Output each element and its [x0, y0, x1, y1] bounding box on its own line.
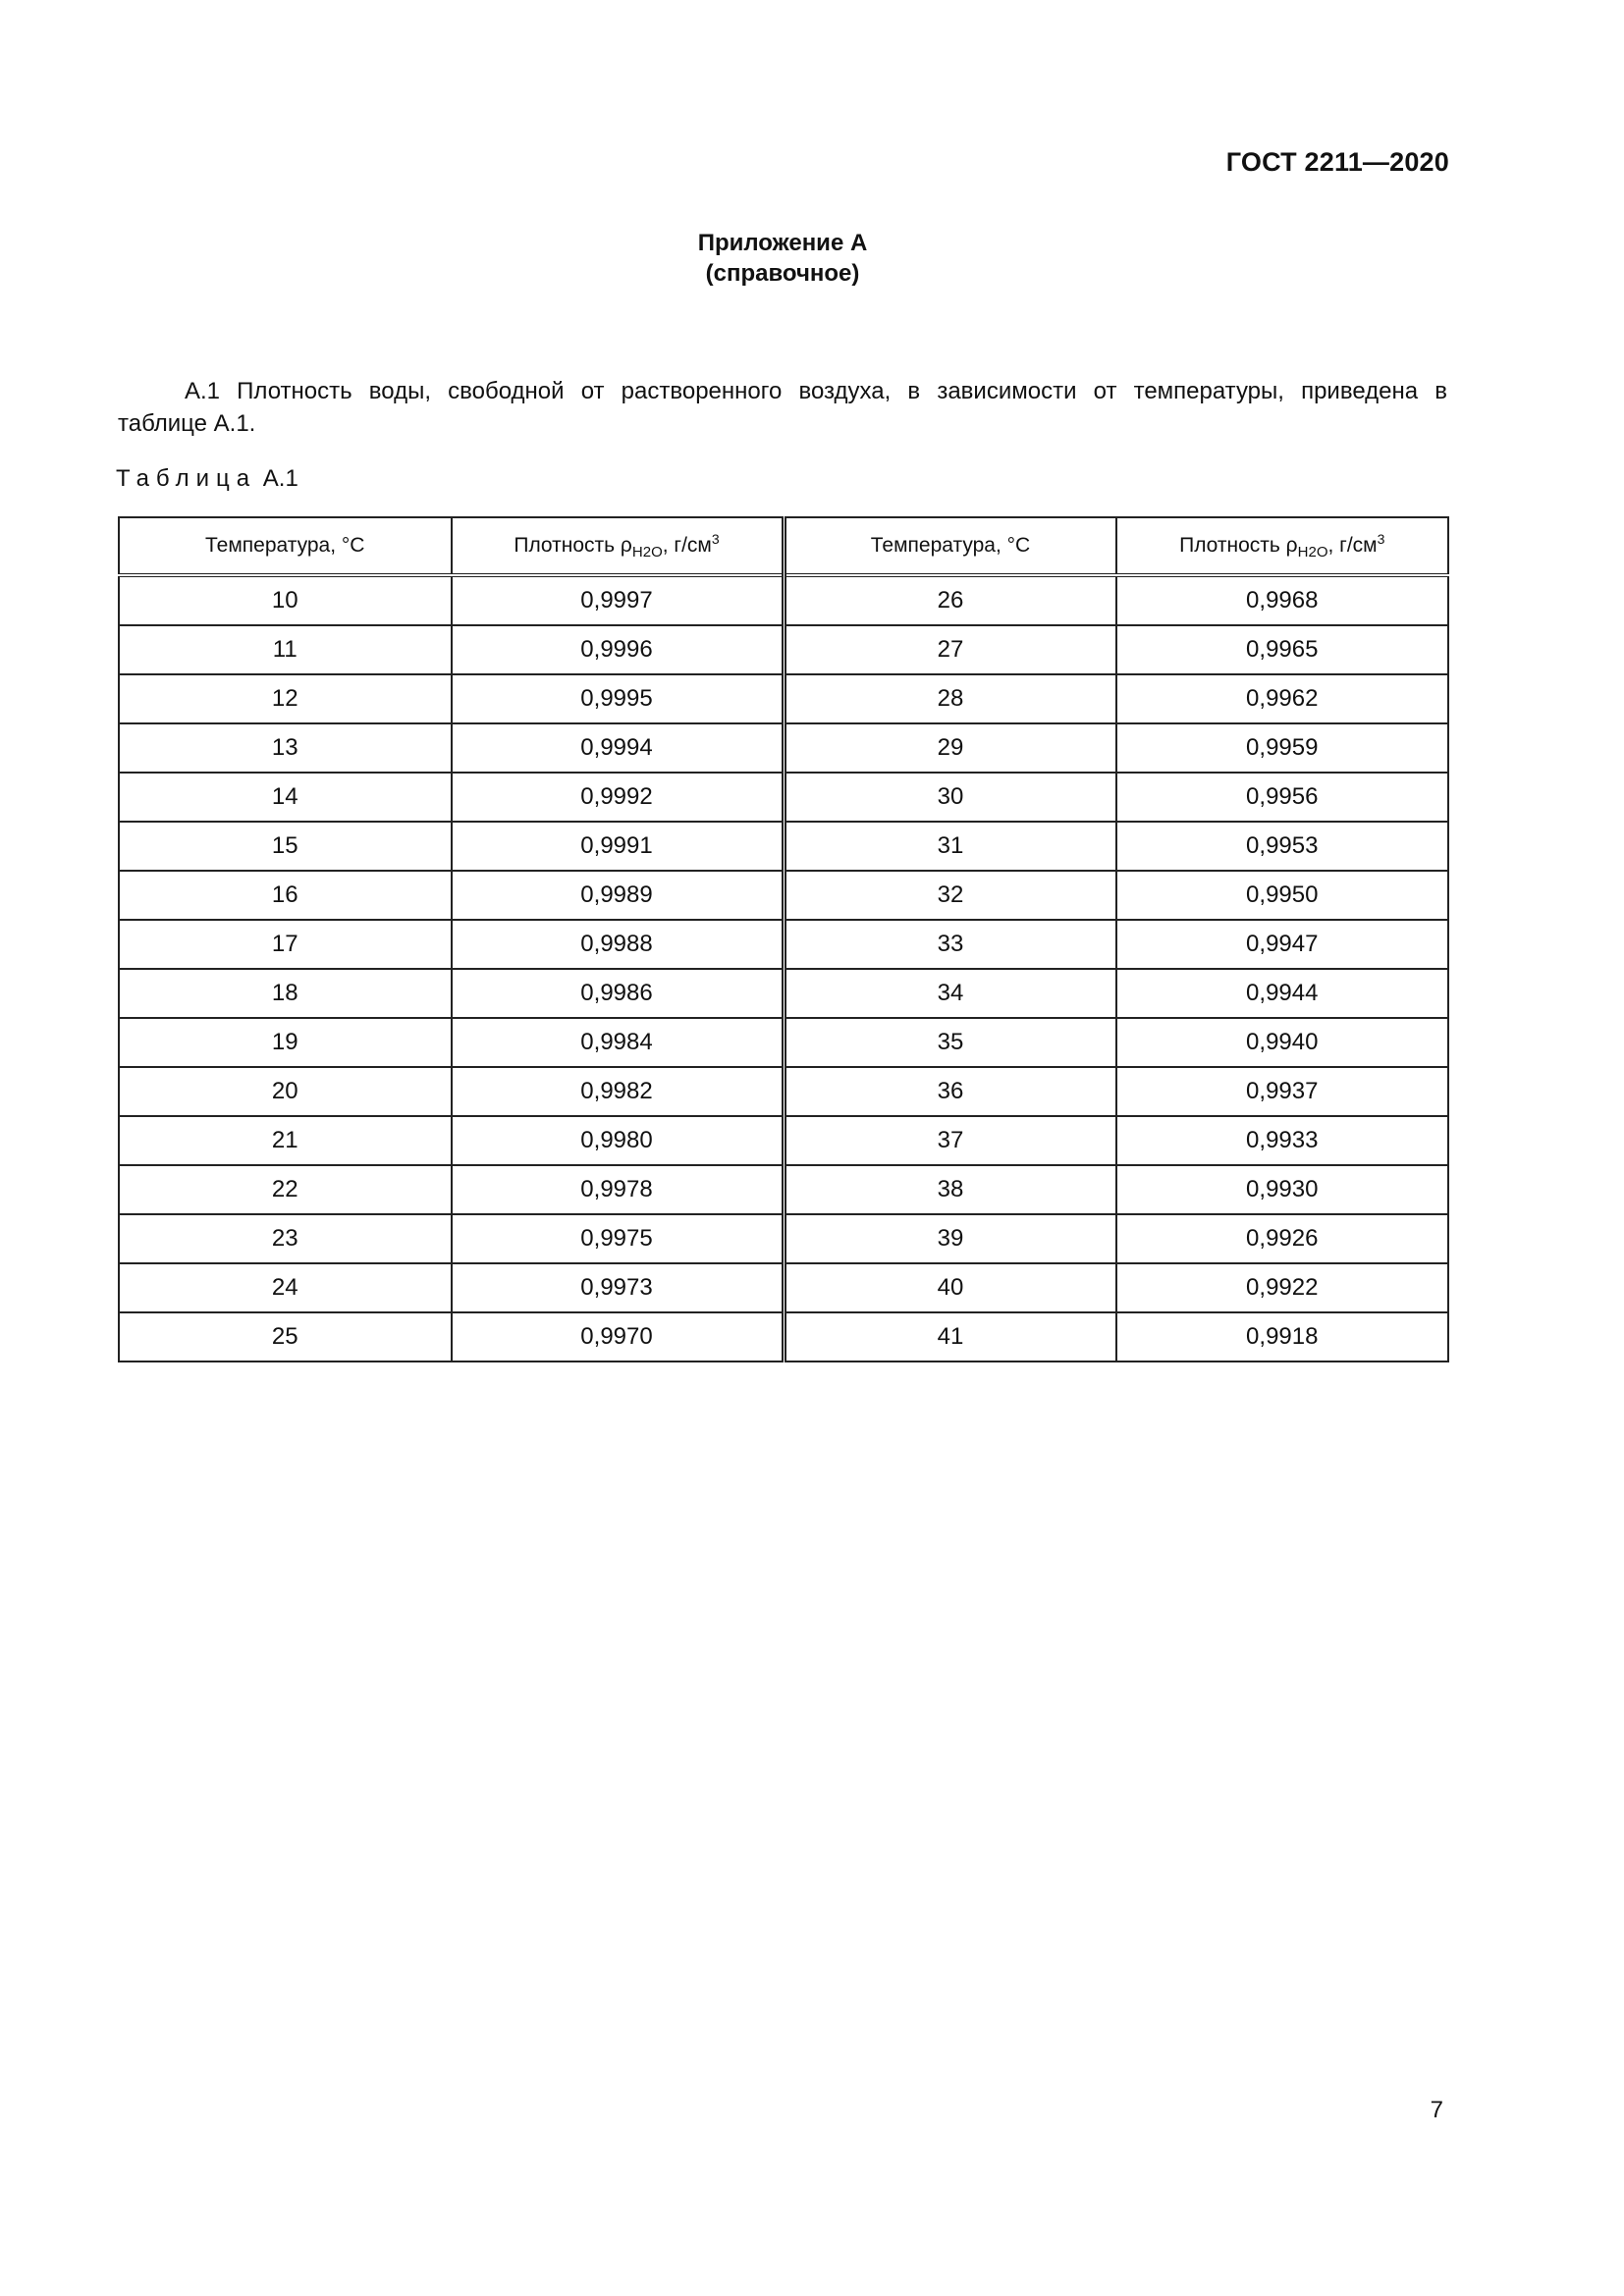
cell-temperature-2: 26 [784, 575, 1116, 625]
cell-density-1: 0,9997 [452, 575, 785, 625]
paragraph-line-1: А.1 Плотность воды, свободной от растворенного воздуха, в зависимости от температуры, приведена в [185, 378, 1447, 404]
appendix-title: Приложение А [697, 230, 868, 256]
cell-density-2: 0,9953 [1116, 822, 1449, 871]
cell-temperature-2: 28 [784, 674, 1116, 723]
subscript-o: O [1316, 544, 1328, 561]
cell-temperature-2: 34 [784, 969, 1116, 1018]
table-row [119, 773, 1448, 822]
cell-density-2: 0,9947 [1116, 920, 1449, 969]
cell-temperature-2: 33 [784, 920, 1116, 969]
cell-density-1: 0,9988 [452, 920, 785, 969]
density-table [118, 516, 1449, 1362]
table-row [119, 871, 1448, 920]
cell-density-1: 0,9973 [452, 1263, 785, 1312]
table-row [119, 1165, 1448, 1214]
cell-temperature-2: 36 [784, 1067, 1116, 1116]
cell-density-1: 0,9992 [452, 773, 785, 822]
cell-density-1: 0,9986 [452, 969, 785, 1018]
header-density-2 [1116, 517, 1449, 575]
page-number: 7 [1430, 2097, 1443, 2123]
cell-density-1: 0,9978 [452, 1165, 785, 1214]
table-caption-number: А.1 [262, 465, 298, 492]
cell-temperature-1: 23 [119, 1214, 452, 1263]
density-subscript [632, 544, 663, 561]
cell-density-2: 0,9922 [1116, 1263, 1449, 1312]
paragraph-line-2: таблице А.1. [118, 410, 256, 437]
cell-density-1: 0,9996 [452, 625, 785, 674]
cell-temperature-2: 29 [784, 723, 1116, 773]
cell-density-2: 0,9950 [1116, 871, 1449, 920]
cell-temperature-1: 25 [119, 1312, 452, 1362]
table-row [119, 969, 1448, 1018]
cell-density-2: 0,9940 [1116, 1018, 1449, 1067]
cell-temperature-2: 27 [784, 625, 1116, 674]
cell-density-2: 0,9937 [1116, 1067, 1449, 1116]
cell-density-2: 0,9959 [1116, 723, 1449, 773]
cell-temperature-1: 16 [119, 871, 452, 920]
table-row [119, 723, 1448, 773]
cell-density-2: 0,9944 [1116, 969, 1449, 1018]
cell-density-2: 0,9962 [1116, 674, 1449, 723]
cell-temperature-1: 18 [119, 969, 452, 1018]
table-row [119, 625, 1448, 674]
cell-density-2: 0,9933 [1116, 1116, 1449, 1165]
cell-temperature-1: 13 [119, 723, 452, 773]
cell-temperature-1: 15 [119, 822, 452, 871]
cell-temperature-2: 41 [784, 1312, 1116, 1362]
cell-temperature-2: 39 [784, 1214, 1116, 1263]
density-unit: , г/см [662, 534, 712, 557]
table-caption-word: Таблица [116, 465, 257, 492]
density-superscript: 3 [711, 531, 720, 547]
density-label: Плотность ρ [514, 534, 632, 557]
cell-density-2: 0,9918 [1116, 1312, 1449, 1362]
table-row [119, 1214, 1448, 1263]
appendix-subtitle: (справочное) [705, 260, 860, 287]
header-density-1 [452, 517, 785, 575]
appendix-heading [0, 228, 1565, 289]
table-header-row [119, 517, 1448, 575]
cell-temperature-1: 24 [119, 1263, 452, 1312]
cell-density-2: 0,9926 [1116, 1214, 1449, 1263]
cell-temperature-1: 20 [119, 1067, 452, 1116]
density-label: Плотность ρ [1179, 534, 1298, 557]
body-paragraph [118, 375, 1447, 440]
table-row [119, 822, 1448, 871]
document-id: ГОСТ 2211—2020 [1225, 147, 1449, 177]
cell-temperature-1: 12 [119, 674, 452, 723]
cell-temperature-2: 32 [784, 871, 1116, 920]
header-temperature-1: Температура, °С [119, 517, 452, 575]
table-row [119, 1067, 1448, 1116]
cell-temperature-2: 31 [784, 822, 1116, 871]
subscript-h: H [631, 544, 643, 561]
cell-density-2: 0,9968 [1116, 575, 1449, 625]
cell-temperature-1: 19 [119, 1018, 452, 1067]
table-row [119, 674, 1448, 723]
cell-temperature-1: 10 [119, 575, 452, 625]
subscript-h: H [1297, 544, 1309, 561]
table-row [119, 1263, 1448, 1312]
cell-temperature-1: 17 [119, 920, 452, 969]
cell-temperature-2: 37 [784, 1116, 1116, 1165]
cell-temperature-2: 30 [784, 773, 1116, 822]
cell-density-1: 0,9994 [452, 723, 785, 773]
subscript-2: 2 [642, 544, 652, 561]
table-caption [116, 465, 298, 493]
cell-temperature-2: 35 [784, 1018, 1116, 1067]
cell-density-1: 0,9980 [452, 1116, 785, 1165]
cell-density-1: 0,9970 [452, 1312, 785, 1362]
cell-temperature-1: 14 [119, 773, 452, 822]
cell-density-1: 0,9984 [452, 1018, 785, 1067]
cell-temperature-2: 40 [784, 1263, 1116, 1312]
table-row [119, 1116, 1448, 1165]
cell-density-1: 0,9975 [452, 1214, 785, 1263]
subscript-2: 2 [1308, 544, 1317, 561]
header-temperature-2: Температура, °С [784, 517, 1116, 575]
cell-temperature-1: 21 [119, 1116, 452, 1165]
cell-density-2: 0,9965 [1116, 625, 1449, 674]
cell-temperature-2: 38 [784, 1165, 1116, 1214]
cell-density-2: 0,9956 [1116, 773, 1449, 822]
table-row [119, 1018, 1448, 1067]
density-superscript: 3 [1377, 531, 1385, 547]
table-row [119, 1312, 1448, 1362]
cell-temperature-1: 22 [119, 1165, 452, 1214]
cell-density-1: 0,9995 [452, 674, 785, 723]
cell-temperature-1: 11 [119, 625, 452, 674]
subscript-o: O [651, 544, 663, 561]
table-row [119, 920, 1448, 969]
density-subscript [1298, 544, 1328, 561]
cell-density-1: 0,9989 [452, 871, 785, 920]
table-row [119, 575, 1448, 625]
cell-density-1: 0,9982 [452, 1067, 785, 1116]
cell-density-2: 0,9930 [1116, 1165, 1449, 1214]
table-body [119, 575, 1448, 1362]
cell-density-1: 0,9991 [452, 822, 785, 871]
density-unit: , г/см [1327, 534, 1378, 557]
